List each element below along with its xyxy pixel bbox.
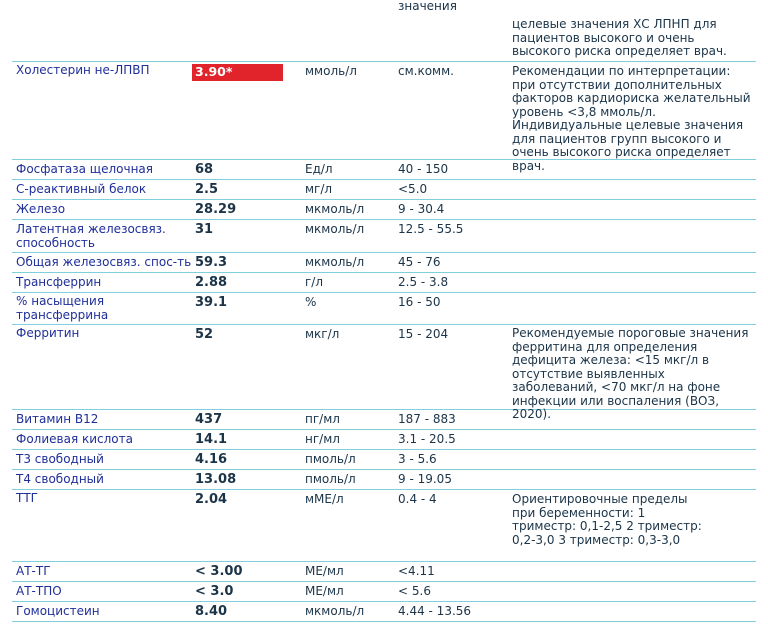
test-comment: Ориентировочные пределы при беременности: 1 триместр: 0,1-2,5 2 триместр: 0,2-3,0 3 триместр: 0,3-3,0	[512, 492, 702, 547]
test-unit: мкмоль/л	[305, 222, 365, 236]
row-separator	[12, 61, 756, 62]
test-value: 28.29	[195, 202, 237, 217]
test-reference: 9 - 19.05	[398, 472, 452, 486]
test-name: Гомоцистеин	[16, 604, 100, 618]
test-name: Т3 свободный	[16, 452, 104, 466]
test-value: 437	[195, 412, 223, 427]
test-unit: мг/л	[305, 182, 333, 196]
row-separator	[12, 601, 756, 602]
test-name: Латентная железосвяз. способность	[16, 222, 166, 250]
test-reference: 3.1 - 20.5	[398, 432, 456, 446]
test-reference: 12.5 - 55.5	[398, 222, 464, 236]
row-separator	[12, 489, 756, 490]
test-unit: мкмоль/л	[305, 202, 365, 216]
test-unit: мкг/л	[305, 327, 340, 341]
row-separator	[12, 179, 756, 180]
test-unit: нг/мл	[305, 432, 340, 446]
test-unit: мкмоль/л	[305, 604, 365, 618]
test-unit: Ед/л	[305, 162, 333, 176]
test-reference: 45 - 76	[398, 255, 441, 269]
row-separator	[12, 429, 756, 430]
test-comment: Рекомендуемые пороговые значения ферритина для определения дефицита железа: <15 мкг/л в отсутствие выявленных заболеваний, <70 мкг/л на фоне инфекции или воспаления (ВОЗ, 2020).	[512, 326, 749, 421]
row-separator	[12, 449, 756, 450]
test-value: 14.1	[195, 432, 228, 447]
test-value: 2.88	[195, 275, 228, 290]
test-value: < 3.00	[195, 564, 243, 579]
top-comment: целевые значения ХС ЛПНП для пациентов высокого и очень высокого риска определяет врач.	[512, 17, 727, 58]
test-unit: пмоль/л	[305, 452, 356, 466]
test-unit: %	[305, 295, 317, 309]
test-value: 8.40	[195, 604, 228, 619]
test-value-flagged: 3.90*	[192, 64, 283, 81]
test-value: 31	[195, 222, 214, 237]
test-unit: мМЕ/л	[305, 492, 344, 506]
test-name: Витамин В12	[16, 412, 99, 426]
row-separator	[12, 621, 756, 622]
test-unit: пмоль/л	[305, 472, 356, 486]
test-reference: 9 - 30.4	[398, 202, 445, 216]
test-reference: < 5.6	[398, 584, 431, 598]
test-name: Т4 свободный	[16, 472, 104, 486]
test-name: Фосфатаза щелочная	[16, 162, 153, 176]
row-separator	[12, 292, 756, 293]
test-name: Трансферрин	[16, 275, 102, 289]
test-reference: <5.0	[398, 182, 428, 196]
test-value: 39.1	[195, 295, 228, 310]
test-value: 52	[195, 327, 214, 342]
row-separator	[12, 561, 756, 562]
row-separator	[12, 324, 756, 325]
test-unit: МЕ/мл	[305, 584, 344, 598]
test-comment: Рекомендации по интерпретации: при отсутствии дополнительных факторов кардиориска желательный уровень <3,8 ммоль/л. Индивидуальные целевые значения для пациентов групп высокого и очень высокого риска определяет врач.	[512, 64, 751, 173]
row-separator	[12, 272, 756, 273]
test-value: 2.5	[195, 182, 219, 197]
test-name: Фолиевая кислота	[16, 432, 133, 446]
test-unit: г/л	[305, 275, 324, 289]
test-reference: <4.11	[398, 564, 435, 578]
row-separator	[12, 219, 756, 220]
test-value: < 3.0	[195, 584, 234, 599]
test-reference: 0.4 - 4	[398, 492, 437, 506]
test-unit: ммоль/л	[305, 64, 357, 78]
test-reference: 2.5 - 3.8	[398, 275, 449, 289]
test-name: Железо	[16, 202, 66, 216]
test-unit: МЕ/мл	[305, 564, 344, 578]
test-name: % насыщения трансферрина	[16, 294, 109, 322]
test-reference: см.комм.	[398, 64, 454, 78]
row-separator	[12, 252, 756, 253]
test-reference: 187 - 883	[398, 412, 456, 426]
row-separator	[12, 581, 756, 582]
test-name: Общая железосвяз. спос-ть	[16, 255, 192, 269]
test-name: АТ-ТПО	[16, 584, 62, 598]
test-reference: 15 - 204	[398, 327, 449, 341]
test-unit: пг/мл	[305, 412, 340, 426]
test-value: 13.08	[195, 472, 237, 487]
ref-column-header-tail: значения	[398, 0, 457, 13]
test-name: С-реактивный белок	[16, 182, 147, 196]
row-separator	[12, 469, 756, 470]
test-name: АТ-ТГ	[16, 564, 51, 578]
test-name: Холестерин не-ЛПВП	[16, 63, 150, 77]
test-value: 2.04	[195, 492, 228, 507]
test-name: ТТГ	[16, 491, 38, 505]
test-value: 59.3	[195, 255, 228, 270]
test-value: 68	[195, 162, 214, 177]
test-reference: 4.44 - 13.56	[398, 604, 472, 618]
test-reference: 3 - 5.6	[398, 452, 437, 466]
row-separator	[12, 199, 756, 200]
test-reference: 16 - 50	[398, 295, 441, 309]
test-value: 4.16	[195, 452, 228, 467]
test-reference: 40 - 150	[398, 162, 449, 176]
test-name: Ферритин	[16, 326, 80, 340]
test-unit: мкмоль/л	[305, 255, 365, 269]
